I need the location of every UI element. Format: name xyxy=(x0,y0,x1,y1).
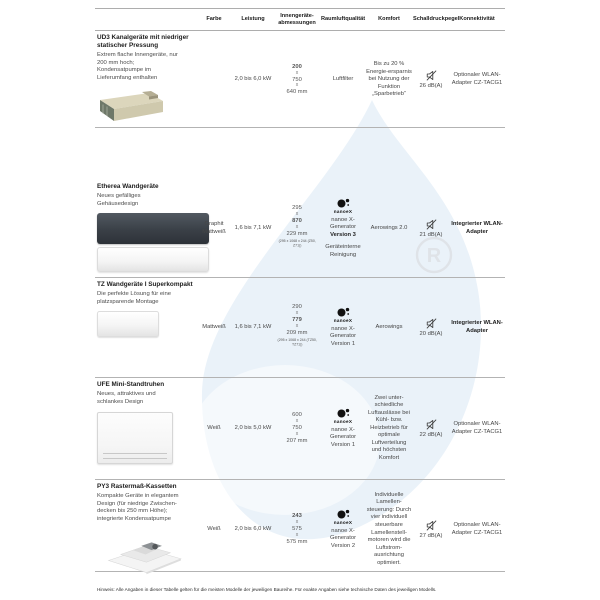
leistung-cell: 2,0 bis 6,0 kW xyxy=(234,525,272,532)
konnektivitaet-cell: Integrierter WLAN-Adapter xyxy=(451,319,503,334)
schalldruck-cell xyxy=(413,218,449,240)
farbe-cell: Mattweiß xyxy=(202,323,226,330)
db-value: 26 dB(A) xyxy=(419,83,443,90)
product-name: TZ Wandgeräte I Superkompakt xyxy=(97,281,193,288)
raumluft-cell xyxy=(321,509,365,551)
konnektivitaet-cell: Optionaler WLAN-Adapter CZ-TACG1 xyxy=(451,420,503,435)
leistung-cell: 2,0 bis 5,0 kW xyxy=(234,424,272,431)
schalldruck-cell xyxy=(413,519,449,541)
product-cell xyxy=(95,278,195,337)
dimension-separator: x xyxy=(295,519,299,526)
schalldruck-cell xyxy=(413,69,449,91)
nanoe-x-logo-icon xyxy=(335,198,351,209)
dimension-height: 600 xyxy=(292,412,302,419)
nanoe-version: Version 3 xyxy=(330,231,356,238)
product-comparison-table xyxy=(95,8,505,572)
dimension-separator: x xyxy=(295,430,299,437)
dimension-width: 750 xyxy=(292,76,302,83)
product-image-tz xyxy=(97,311,195,337)
nanoe-version: Version 2 xyxy=(330,542,356,549)
svg-text:R: R xyxy=(426,245,442,267)
table-row xyxy=(95,378,505,480)
nanoe-wordmark: nanoeX xyxy=(333,317,353,323)
header-schalldruckpegel: Schalldruckpegel xyxy=(413,16,460,23)
product-cell xyxy=(95,180,195,272)
dimension-width: 870 xyxy=(292,218,302,225)
konnektivitaet-cell: Optionaler WLAN-Adapter CZ-TACG1 xyxy=(451,72,503,86)
raumluft-cell: Luftfilter xyxy=(332,76,354,83)
schalldruck-cell xyxy=(413,418,449,440)
raumluft-cell xyxy=(321,307,365,349)
product-name: Etherea Wandgeräte xyxy=(97,183,159,190)
nanoe-wordmark: nanoeX xyxy=(333,519,353,525)
dimension-height: 290 xyxy=(292,304,302,311)
farbe-cell: Weiß xyxy=(207,525,221,532)
dimension-depth: 640 mm xyxy=(286,89,308,96)
product-image-py3 xyxy=(97,526,195,580)
header-abmessungen: Innengeräte-abmessungen xyxy=(278,13,316,26)
db-value: 21 dB(A) xyxy=(419,231,443,238)
product-description: Neues gefälliges Gehäusedesign xyxy=(97,193,141,207)
farbe-cell: Weiß xyxy=(207,424,221,431)
dimensions-note: (295 x 1068 x 244 (Z50, Z71)) xyxy=(278,239,316,248)
muted-speaker-icon xyxy=(425,519,438,532)
muted-speaker-icon xyxy=(425,69,438,82)
dimensions-cell xyxy=(273,304,321,350)
product-description: Kompakte Geräte in elegantem Design (für niedrige Zwischen-decken bis 250 mm Höhe); integrierte Kondensatpumpe xyxy=(97,493,179,522)
nanoe-generator-label: nanoe X-Generator xyxy=(329,426,357,441)
dimensions-cell xyxy=(273,64,321,96)
db-value: 27 dB(A) xyxy=(419,532,443,539)
muted-speaker-icon xyxy=(425,317,438,330)
dimension-width: 779 xyxy=(292,317,302,324)
nanoe-version: Version 1 xyxy=(330,441,356,448)
nanoe-generator-label: nanoe X-Generator xyxy=(329,325,357,340)
product-description: Extrem flache Innengeräte, nur 200 mm hoch; Kondensatpumpe im Lieferumfang enthalten xyxy=(97,52,178,81)
nanoe-x-logo-icon xyxy=(335,509,351,520)
dimension-height: 200 xyxy=(292,63,302,70)
header-leistung: Leistung xyxy=(241,16,265,23)
nanoe-x-logo-icon xyxy=(335,307,351,318)
db-value: 20 dB(A) xyxy=(419,330,443,337)
product-cell xyxy=(95,480,195,579)
nanoe-generator-label: nanoe X-Generator xyxy=(329,216,357,231)
header-komfort: Komfort xyxy=(378,16,400,23)
product-image-ud3 xyxy=(97,87,195,129)
product-description: Die perfekte Lösung für eine platzsparende Montage xyxy=(97,291,172,305)
dimension-width: 575 xyxy=(292,526,302,533)
table-row xyxy=(95,480,505,572)
dimension-separator: x xyxy=(295,224,299,231)
dimension-separator: x xyxy=(295,211,299,218)
dimensions-cell xyxy=(273,513,321,545)
table-row xyxy=(95,31,505,128)
konnektivitaet-cell: Integrierter WLAN-Adapter xyxy=(451,220,503,235)
raumluft-cell xyxy=(321,198,365,260)
floor-console-unit xyxy=(97,412,173,464)
table-header xyxy=(95,9,505,31)
dimension-depth: 229 mm xyxy=(286,230,308,237)
product-description: Neues, attraktives und schlankes Design xyxy=(97,391,156,405)
komfort-cell: Aerowings 2.0 xyxy=(370,224,408,231)
wall-unit-graphite xyxy=(97,213,209,244)
header-raumluftqualitaet: Raumluftqualität xyxy=(321,16,366,23)
dimension-height: 295 xyxy=(292,205,302,212)
db-value: 22 dB(A) xyxy=(419,431,443,438)
header-konnektivitaet: Konnektivität xyxy=(459,16,495,23)
dimension-separator: x xyxy=(295,418,299,425)
dimension-separator: x xyxy=(295,323,299,330)
komfort-cell: Aerowings xyxy=(375,323,403,330)
nanoe-wordmark: nanoeX xyxy=(333,208,353,214)
product-cell xyxy=(95,31,195,129)
product-image-etherea xyxy=(97,213,195,272)
muted-speaker-icon xyxy=(425,218,438,231)
dimension-separator: x xyxy=(295,82,299,89)
dimension-separator: x xyxy=(295,531,299,538)
nanoe-generator-label: nanoe X-Generator xyxy=(329,527,357,542)
komfort-cell: Zwei unter-schiedliche Luftauslässe bei Kühl- bzw. Heizbetrieb für optimale Luftverteilung und höchsten Komfort xyxy=(368,394,410,461)
muted-speaker-icon xyxy=(425,418,438,431)
dimension-separator: x xyxy=(295,69,299,76)
dimension-height: 243 xyxy=(292,513,302,520)
nanoe-version: Version 1 xyxy=(330,340,356,347)
dimension-depth: 209 mm xyxy=(286,329,308,336)
leistung-cell: 2,0 bis 6,0 kW xyxy=(234,76,272,83)
product-name: PY3 Rastermaß-Kassetten xyxy=(97,483,177,490)
dimension-separator: x xyxy=(295,310,299,317)
footnote: Hinweis: Alle Angaben in dieser Tabelle gelten für die meisten Modelle der jeweiligen Baureihe. Für exakte Angaben siehe technische Daten des jeweiligen Modells. xyxy=(97,587,437,592)
schalldruck-cell xyxy=(413,317,449,339)
raumluft-cell xyxy=(321,408,365,450)
komfort-cell: Bis zu 20 % Energie-ersparnis bei Nutzung der Funktion „Sparbetrieb“ xyxy=(366,61,412,98)
header-farbe: Farbe xyxy=(206,16,222,23)
raumluft-extra: Geräteinterne Reinigung xyxy=(325,244,361,258)
farbe-cell: Graphit Mattweiß xyxy=(202,220,226,235)
leistung-cell: 1,6 bis 7,1 kW xyxy=(234,323,272,330)
product-cell xyxy=(95,378,195,464)
nanoe-x-logo-icon xyxy=(335,408,351,419)
dimensions-note: (295 x 1068 x 244 (TZ50, TZ71)) xyxy=(277,338,317,347)
product-image-ufe xyxy=(97,412,195,464)
table-row xyxy=(95,278,505,378)
komfort-cell: Individuelle Lamellen-steuerung: Durch vier individuell steuerbare Lamellenstell-motoren wird die Luftstrom-ausrichtung optimiert. xyxy=(366,491,412,566)
dimension-depth: 207 mm xyxy=(286,437,308,444)
product-name: UD3 Kanalgeräte mit niedriger statischer Pressung xyxy=(97,34,189,49)
product-name: UFE Mini-Standtruhen xyxy=(97,381,165,388)
dimensions-cell xyxy=(273,205,321,251)
dimension-width: 750 xyxy=(292,425,302,432)
dimension-depth: 575 mm xyxy=(286,538,308,545)
table-row xyxy=(95,128,505,278)
konnektivitaet-cell: Optionaler WLAN-Adapter CZ-TACG1 xyxy=(451,521,503,536)
wall-unit-white xyxy=(97,247,209,272)
dimensions-cell xyxy=(273,412,321,444)
leistung-cell: 1,6 bis 7,1 kW xyxy=(234,224,272,231)
nanoe-wordmark: nanoeX xyxy=(333,418,353,424)
wall-unit-white xyxy=(97,311,159,337)
